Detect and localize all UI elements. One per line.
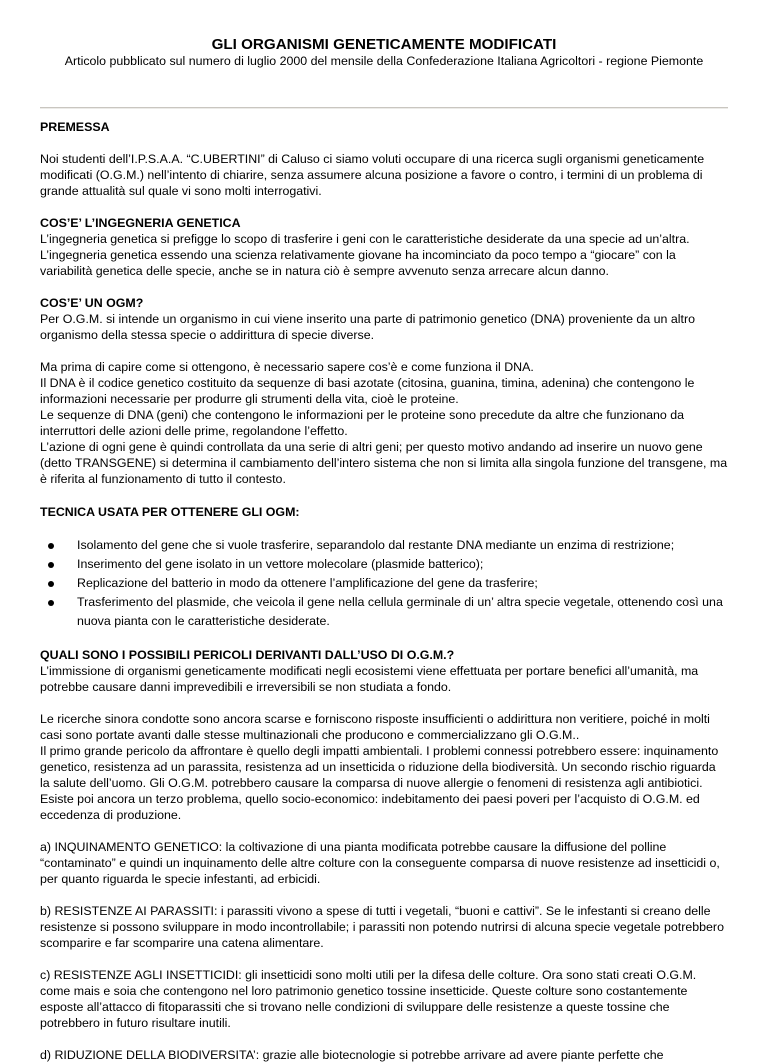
section-heading-premessa: PREMESSA [40, 120, 110, 134]
section-heading-pericoli: QUALI SONO I POSSIBILI PERICOLI DERIVANTI DALL’USO DI O.G.M.? [40, 648, 455, 662]
paragraph: L’immissione di organismi geneticamente modificati negli ecosistemi viene effettuata per portare benefici all’umanità, ma potrebbe causare danni imprevedibili e irreversibili se non studiata a fondo. [40, 664, 699, 694]
paragraph: Le sequenze di DNA (geni) che contengono le informazioni per le proteine sono precedute da altre che funzionano da interruttori delle azioni delle prime, regolandone l’effetto. [40, 408, 685, 438]
paragraph: Il DNA è il codice genetico costituito da sequenze di basi azotate (citosina, guanina, timina, adenina) che contengono le informazioni necessarie per produrre gli strumenti della vita, cioè le proteine. [40, 376, 695, 406]
page-title: GLI ORGANISMI GENETICAMENTE MODIFICATI [211, 36, 557, 53]
paragraph-resistenze-parassiti: b) RESISTENZE AI PARASSITI: i parassiti vivono a spese di tutti i vegetali, “buoni e cattivi”. Se le infestanti si creano delle resistenze si possono sviluppare in modo incontrollabile; i parassiti non potendo nutrirsi di alcuna specie vegetale potrebbero scomparire e far scomparire una catena alimentare. [40, 904, 724, 950]
list-item: Inserimento del gene isolato in un vettore molecolare (plasmide batterico); [77, 555, 728, 574]
paragraph: Ma prima di capire come si ottengono, è necessario sapere cos’è e come funziona il DNA. [40, 360, 534, 374]
article-body [40, 119, 728, 1063]
horizontal-divider [40, 107, 728, 109]
page-subtitle: Articolo pubblicato sul numero di luglio 2000 del mensile della Confederazione Italiana Agricoltori - regione Piemonte [64, 54, 704, 68]
paragraph-resistenze-insetticidi: c) RESISTENZE AGLI INSETTICIDI: gli insetticidi sono molti utili per la difesa delle colture. Ora sono stati creati O.G.M. come mais e soia che contengono nel loro patrimonio genetico tossine insetticide. Queste colture sono costantemente esposte all’attacco di fitoparassiti che si trovano nelle condizioni di sviluppare delle resistenze a queste tossine che potrebbero in futuro risultare inutili. [40, 968, 697, 1030]
section-heading-tecnica: TECNICA USATA PER OTTENERE GLI OGM: [40, 505, 300, 519]
paragraph: Le ricerche sinora condotte sono ancora scarse e forniscono risposte insufficienti o addirittura non veritiere, poiché in molti casi sono portate avanti dalle stesse multinazionali che producono e commercializzano gli O.G.M.. [40, 712, 710, 742]
section-heading-ingegneria: COS’E’ L’INGEGNERIA GENETICA [40, 216, 241, 230]
paragraph-inquinamento-genetico: a) INQUINAMENTO GENETICO: la coltivazione di una pianta modificata potrebbe causare la diffusione del polline “contaminato” e quindi un inquinamento delle altre colture con la conseguente comparsa di nuove resistenze ad insetticidi o, per quanto riguarda le specie infestanti, ad erbicidi. [40, 840, 720, 886]
paragraph-riduzione-biodiversita: d) RIDUZIONE DELLA BIODIVERSITA’: grazie alle biotecnologie si potrebbe arrivare ad avere piante perfette che [40, 1048, 664, 1062]
technique-list [40, 536, 728, 631]
paragraph: L’azione di ogni gene è quindi controllata da una serie di altri geni; per questo motivo andando ad inserire un nuovo gene (detto TRANSGENE) si determina il cambiamento dell’intero sistema che non si limita alla singola funzione del transgene, ma è riferita al funzionamento di tutto il contesto. [40, 440, 728, 486]
section-heading-ogm: COS’E’ UN OGM? [40, 296, 144, 310]
list-item: Replicazione del batterio in modo da ottenere l’amplificazione del gene da trasferire; [77, 574, 728, 593]
list-item: Trasferimento del plasmide, che veicola il gene nella cellula germinale di un’ altra specie vegetale, ottenendo così una nuova pianta con le caratteristiche desiderate. [77, 593, 728, 631]
paragraph: L’ingegneria genetica si prefigge lo scopo di trasferire i geni con le caratteristiche desiderate da una specie ad un’altra. L’ingegneria genetica essendo una scienza relativamente giovane ha incominciato da poco tempo a “giocare” con la variabilità genetica delle specie, anche se in natura ciò è sempre avvenuto senza arrecare alcun danno. [40, 232, 690, 278]
paragraph: Noi studenti dell’I.P.S.A.A. “C.UBERTINI” di Caluso ci siamo voluti occupare di una ricerca sugli organismi geneticamente modificati (O.G.M.) nell’intento di chiarire, senza assumere alcuna posizione a favore o contro, i termini di un problema di grande attualità sul quale vi sono molti interrogativi. [40, 152, 705, 198]
paragraph: Il primo grande pericolo da affrontare è quello degli impatti ambientali. I problemi connessi potrebbero essere: inquinamento genetico, resistenza ad un parassita, resistenza ad un insetticida o riduzione della biodiversità. Un secondo rischio riguarda la salute dell’uomo. Gli O.G.M. potrebbero causare la comparsa di nuove allergie o fenomeni di resistenza agli antibiotici. Esiste poi ancora un terzo problema, quello socio-economico: indebitamento dei paesi poveri per l’acquisto di O.G.M. ed eccedenza di produzione. [40, 744, 719, 822]
paragraph: Per O.G.M. si intende un organismo in cui viene inserito una parte di patrimonio genetico (DNA) proveniente da un altro organismo della stessa specie o addirittura di specie diverse. [40, 312, 695, 342]
list-item: Isolamento del gene che si vuole trasferire, separandolo dal restante DNA mediante un enzima di restrizione; [77, 536, 728, 555]
